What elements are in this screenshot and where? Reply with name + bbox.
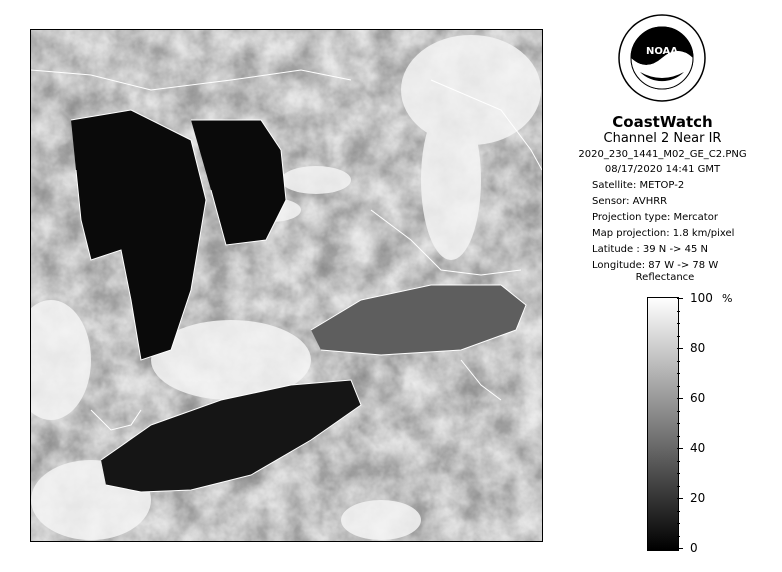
colorbar-minor-tick (677, 511, 680, 512)
colorbar-unit: % (722, 292, 733, 305)
colorbar-minor-tick (677, 461, 680, 462)
satellite-map (30, 29, 543, 542)
colorbar-title: Reflectance (635, 272, 695, 283)
colorbar-minor-tick (677, 436, 680, 437)
colorbar-tick (677, 498, 683, 499)
map-projection-label: Map projection: 1.8 km/pixel (592, 228, 735, 239)
colorbar-tick-label: 40 (690, 441, 706, 455)
noaa-logo (618, 14, 706, 102)
sensor-label: Sensor: AVHRR (592, 196, 668, 207)
satellite-label: Satellite: METOP-2 (592, 180, 685, 191)
colorbar-minor-tick (677, 323, 680, 324)
latitude-label: Latitude : 39 N -> 45 N (592, 244, 708, 255)
colorbar-tick (677, 348, 683, 349)
colorbar-tick-label: 0 (690, 541, 698, 555)
colorbar-tick-label: 20 (690, 491, 706, 505)
channel-subtitle: Channel 2 Near IR (603, 131, 722, 146)
colorbar-tick (677, 398, 683, 399)
colorbar-minor-tick (677, 386, 680, 387)
colorbar-minor-tick (677, 336, 680, 337)
satellite-map-image (31, 30, 542, 541)
projection-type-label: Projection type: Mercator (592, 212, 718, 223)
datetime-label: 08/17/2020 14:41 GMT (604, 164, 721, 175)
noaa-seal-icon (618, 14, 706, 102)
colorbar-minor-tick (677, 373, 680, 374)
colorbar-tick-label: 100 (690, 291, 713, 305)
colorbar-minor-tick (677, 536, 680, 537)
colorbar-minor-tick (677, 423, 680, 424)
page-title: CoastWatch (612, 113, 713, 131)
colorbar-tick (677, 548, 683, 549)
colorbar-minor-tick (677, 361, 680, 362)
longitude-label: Longitude: 87 W -> 78 W (592, 260, 719, 271)
colorbar-minor-tick (677, 473, 680, 474)
colorbar-tick (677, 448, 683, 449)
colorbar-minor-tick (677, 486, 680, 487)
colorbar-minor-tick (677, 311, 680, 312)
colorbar-tick-label: 60 (690, 391, 706, 405)
colorbar-tick-label: 80 (690, 341, 706, 355)
colorbar-minor-tick (677, 411, 680, 412)
filename-label: 2020_230_1441_M02_GE_C2.PNG (578, 149, 747, 160)
colorbar-minor-tick (677, 523, 680, 524)
colorbar-tick (677, 298, 683, 299)
reflectance-colorbar (647, 297, 679, 551)
logo-text: NOAA (645, 46, 679, 57)
